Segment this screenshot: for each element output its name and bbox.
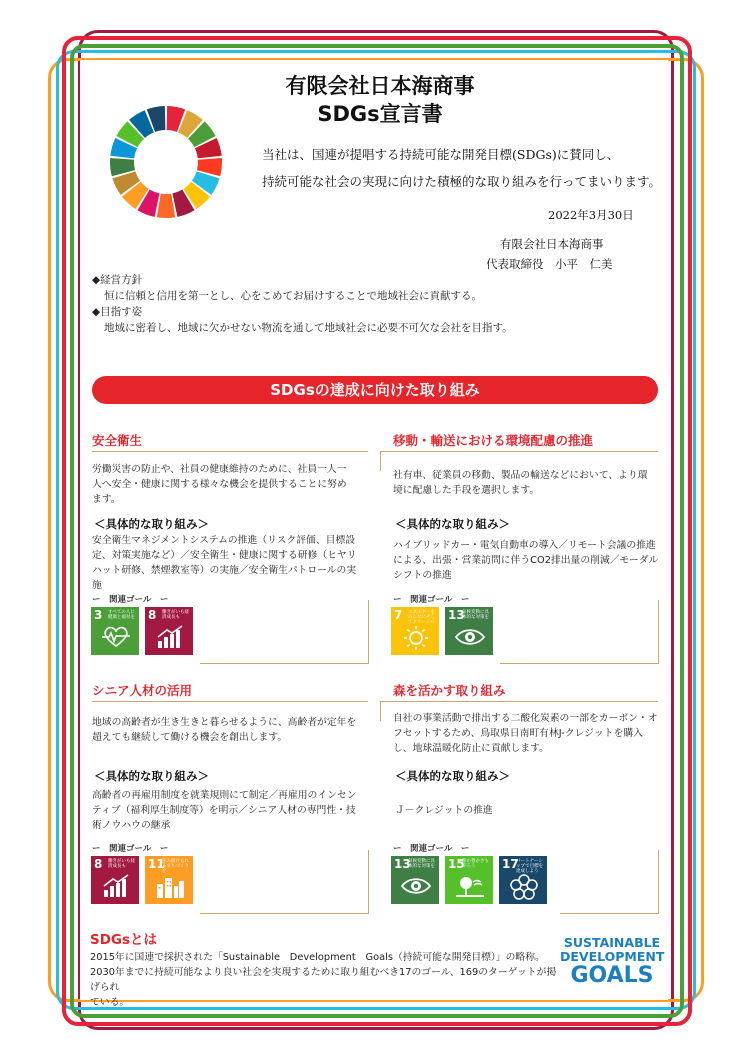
city-icon <box>155 874 185 898</box>
goal-text: 気候変動に具体的な対策を <box>408 859 435 869</box>
section-body-senior: 地域の高齢者が生き生きと暮らせるように、高齢者が定年を超えても継続して働ける機会を創出します。 <box>92 717 357 743</box>
signer-title: 代表取締役 小平 仁美 <box>486 257 613 271</box>
wheel-segment <box>157 194 175 218</box>
page-title <box>230 72 530 128</box>
related-goals-label: ー 関連ゴール ー <box>393 844 470 854</box>
section-title-forest: 森を活かす取り組み <box>393 683 506 698</box>
intro-line-2: 持続可能な社会の実現に向けた積極的な取り組みを行ってまいります。 <box>262 174 662 189</box>
section-detail-safety: 安全衛生マネジメントシステムの推進（リスク評価、目標設定、対策実施など）／安全衛生・健康に関する研修（ヒヤリハット研修、禁煙教室等）の実施／安全衛生パトロールの実施 <box>92 535 357 591</box>
about-line-3: ている。 <box>90 997 130 1008</box>
goal-number: 7 <box>394 608 403 622</box>
section-border <box>200 663 368 664</box>
section-sub-safety: ＜具体的な取り組み＞ <box>94 517 209 531</box>
goal-text: 気候変動に具体的な対策を <box>462 610 489 620</box>
section-divider <box>92 701 368 702</box>
section-border <box>368 600 369 664</box>
sdg-goal-tile <box>145 607 193 655</box>
goal-text: 働きがいも経済成長も <box>108 859 135 869</box>
goal-text: すべての人に健康と福祉を <box>108 610 135 620</box>
related-goals-label: ー 関連ゴール ー <box>393 595 470 605</box>
policy-text: 恒に信頼と信用を第一とし、心をこめてお届けすることで地域社会に貢献する。 <box>104 290 482 302</box>
flower-icon <box>509 874 539 900</box>
goal-number: 17 <box>502 857 519 871</box>
section-sub-forest: ＜具体的な取り組み＞ <box>395 769 510 783</box>
goal-number: 13 <box>394 857 411 871</box>
vision-heading: ◆目指す姿 <box>92 306 143 318</box>
goal-number: 11 <box>148 857 165 871</box>
initiatives-banner: SDGsの達成に向けた取り組み <box>92 376 658 404</box>
section-detail-transport: ハイブリッドカー・電気自動車の導入／リモート会議の推進による、出張・営業訪問に伴うCO2排出量の削減／モーダルシフトの推進 <box>393 540 659 581</box>
section-divider <box>92 451 368 452</box>
sdg-goal-tile <box>445 856 493 904</box>
logo-line-2: DEVELOPMENT <box>560 949 665 964</box>
growth-icon <box>155 625 185 649</box>
goal-text: 住み続けられるまちづくりを <box>162 859 189 874</box>
about-line-1: 2015年に国連で採択された「Sustainable Development Goals（持続可能な開発目標）」の略称。 <box>90 952 545 963</box>
sdg-goal-tile <box>445 607 493 655</box>
eye-icon <box>401 874 431 898</box>
sdg-goal-tile <box>391 607 439 655</box>
section-border <box>200 913 368 914</box>
about-sdgs-title: SDGsとは <box>90 932 158 948</box>
eye-icon <box>455 625 485 649</box>
section-body-transport: 社有車、従業員の移動、製品の輸送などにおいて、より環境に配慮した手段を選択します。 <box>393 470 648 496</box>
logo-line-1: SUSTAINABLE <box>563 935 661 950</box>
section-detail-senior: 高齢者の再雇用制度を就業規則にて制定／再雇用のインセンティブ（福利厚生制度等）を明示／シニア人材の専門性・技術ノウハウの継承 <box>92 790 357 831</box>
section-title-senior: シニア人材の活用 <box>92 683 193 698</box>
policy-block <box>92 272 513 336</box>
section-divider <box>380 701 658 702</box>
goal-number: 8 <box>94 857 103 871</box>
section-body-forest: 自社の事業活動で排出する二酸化炭素の一部をカーボン・オフセットするため、鳥取県日南町有林J-クレジットを購入し、地球温暖化防止に貢献します。 <box>393 713 658 754</box>
about-line-2: 2030年までに持続可能なより良い社会を実現するために取り組むべき17のゴール、169のターゲットが掲げられ <box>90 967 557 993</box>
section-border <box>380 451 381 471</box>
sdg-goal-tile <box>499 856 547 904</box>
sdg-goal-tile <box>91 856 139 904</box>
company-name-title: 有限会社日本海商事 <box>285 74 475 98</box>
section-title-safety: 安全衛生 <box>92 433 143 448</box>
policy-heading: ◆経営方針 <box>92 274 143 286</box>
intro-line-1: 当社は、国連が提唱する持続可能な開発目標(SDGs)に賛同し、 <box>262 147 620 162</box>
sdg-goal-tile <box>91 607 139 655</box>
goal-text: 働きがいも経済成長も <box>162 610 189 620</box>
section-detail-forest: Ｊ－クレジットの推進 <box>395 805 493 816</box>
goal-text: 陸の豊かさも守ろう <box>462 859 489 869</box>
goal-text: パートナーシップで目標を達成しよう <box>516 859 544 874</box>
section-sub-senior: ＜具体的な取り組み＞ <box>94 769 209 783</box>
section-divider <box>380 451 658 452</box>
goal-number: 15 <box>448 857 465 871</box>
section-border <box>380 701 381 721</box>
logo-line-3: GOALS <box>570 963 654 988</box>
signer-company: 有限会社日本海商事 <box>500 237 604 251</box>
section-border <box>500 663 658 664</box>
section-title-transport: 移動・輸送における環境配慮の推進 <box>393 433 594 448</box>
section-body-safety: 労働災害の防止や、社員の健康維持のために、社員一人一人へ安全・健康に関する様々な機会を提供することに努めます。 <box>92 464 347 505</box>
sdg-wheel-logo <box>108 104 224 220</box>
heart-icon <box>101 625 131 649</box>
declaration-date: 2022年3月30日 <box>548 208 634 222</box>
section-border <box>560 913 658 914</box>
vision-text: 地域に密着し、地域に欠かせない物流を通して地域社会に必要不可欠な会社を目指す。 <box>104 322 513 334</box>
section-sub-transport: ＜具体的な取り組み＞ <box>395 517 510 531</box>
growth-icon <box>101 874 131 898</box>
sdg-goal-tile <box>391 856 439 904</box>
related-goals-label: ー 関連ゴール ー <box>92 844 169 854</box>
related-goals-label: ー 関連ゴール ー <box>92 595 169 605</box>
sdg-goal-tile <box>145 856 193 904</box>
about-sdgs-text <box>90 950 560 1010</box>
section-border <box>368 850 369 914</box>
goal-number: 3 <box>94 608 103 622</box>
declaration-title: SDGs宣言書 <box>317 102 443 126</box>
section-border <box>658 850 659 914</box>
sun-icon <box>401 625 431 651</box>
tree-icon <box>455 874 485 898</box>
goal-text: エネルギーをみんなにそしてクリーンに <box>408 610 435 625</box>
section-border <box>658 600 659 664</box>
sustainable-development-goals-logo <box>560 936 664 988</box>
goal-number: 8 <box>148 608 157 622</box>
goal-number: 13 <box>448 608 465 622</box>
